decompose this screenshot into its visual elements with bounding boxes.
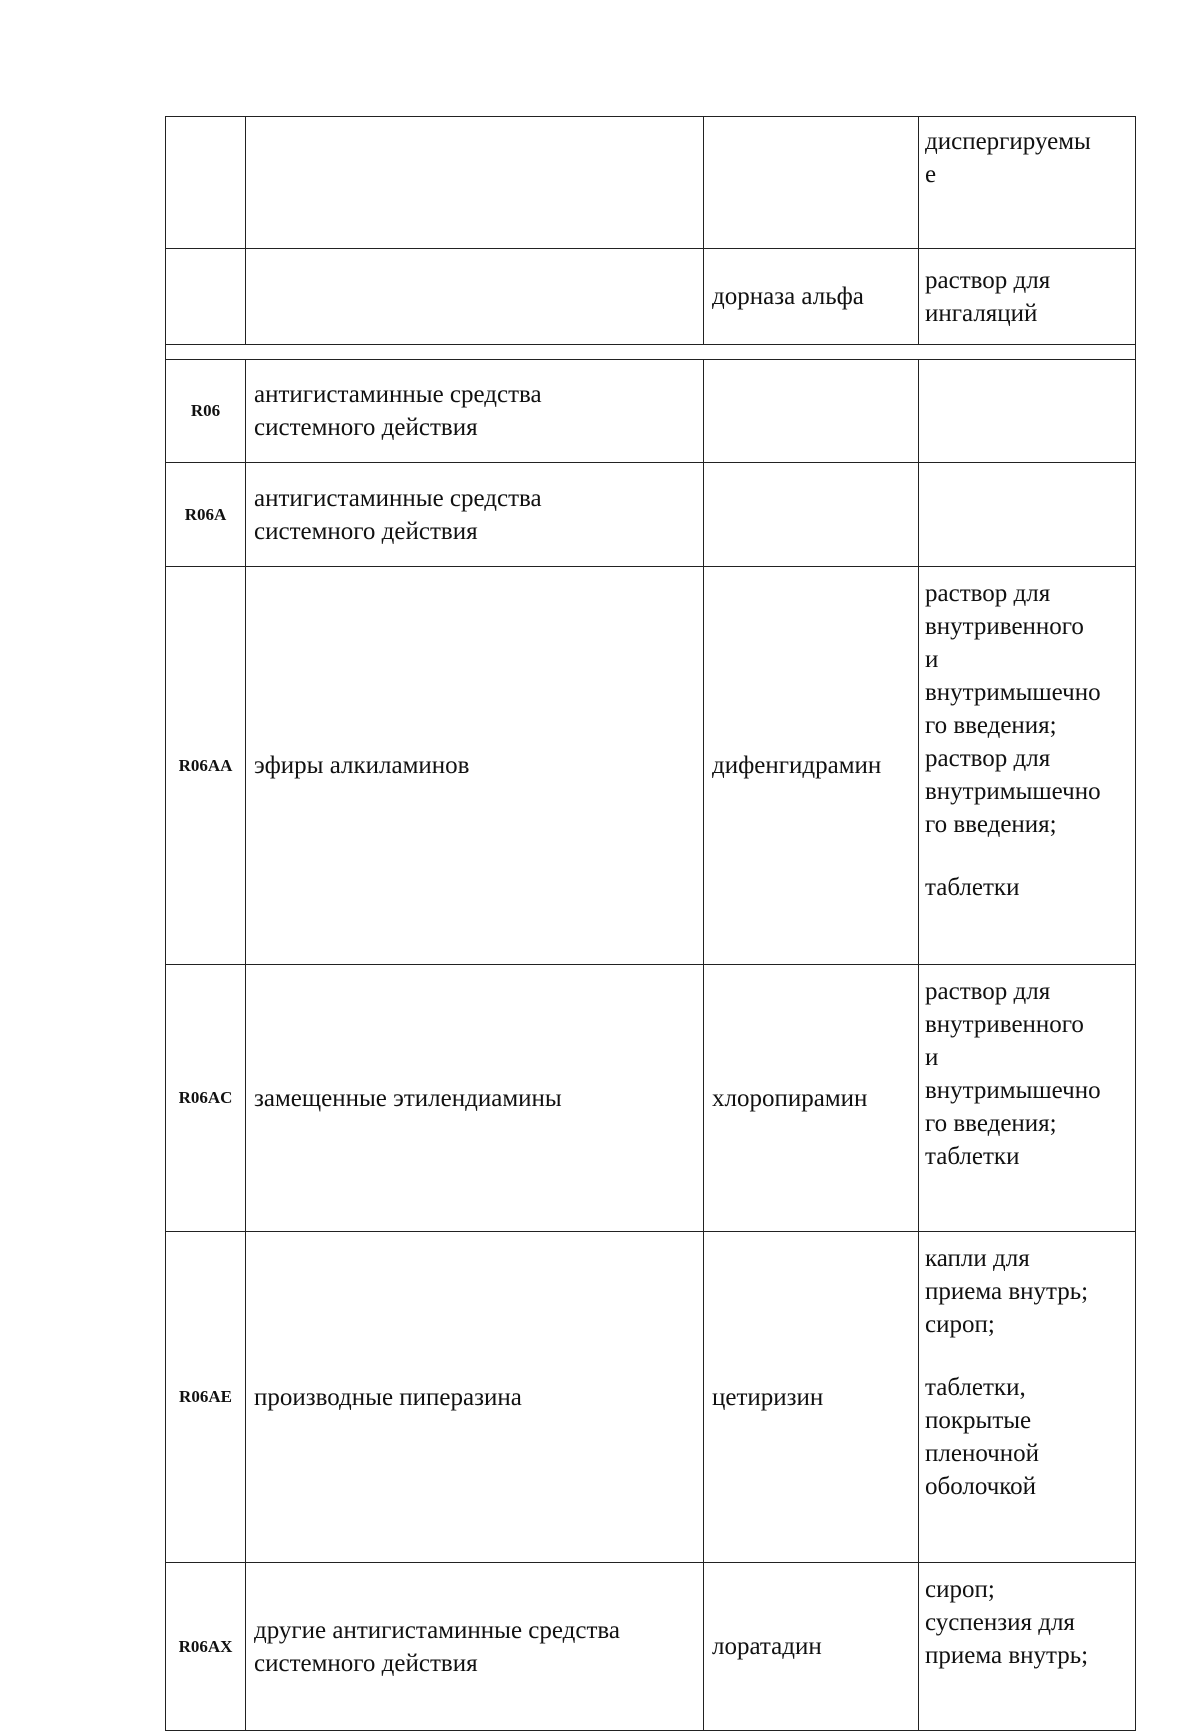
- dosage-form-line: раствор для: [925, 978, 1051, 1005]
- group-name-cell: [246, 360, 704, 463]
- drug-name-cell: [704, 463, 919, 567]
- group-name-line: другие антигистаминные средства: [254, 1616, 620, 1644]
- dosage-form-line: внутримышечно: [925, 1077, 1101, 1104]
- dosage-form-cell: [919, 249, 1136, 345]
- atc-code-cell: [166, 249, 246, 345]
- dosage-form-line: е: [925, 161, 937, 188]
- dosage-form-line: таблетки: [925, 874, 1020, 901]
- dosage-form-line: покрытые: [925, 1407, 1032, 1434]
- dosage-form-line: раствор для: [925, 266, 1051, 294]
- drug-classification-table: [165, 116, 1136, 1731]
- dosage-form-line: го введения;: [925, 1110, 1057, 1137]
- table-row: [166, 965, 1136, 1232]
- group-name-line: системного действия: [254, 1649, 478, 1677]
- dosage-form-cell: [919, 965, 1136, 1232]
- dosage-form-line: го введения;: [925, 811, 1057, 838]
- dosage-form-cell: [919, 567, 1136, 965]
- separator-row: [166, 345, 1136, 360]
- dosage-form-line: и: [925, 646, 939, 673]
- dosage-form-line: внутримышечно: [925, 778, 1101, 805]
- group-name-cell: эфиры алкиламинов: [246, 567, 704, 965]
- drug-name-cell: дифенгидрамин: [704, 567, 919, 965]
- dosage-form-line: раствор для: [925, 580, 1051, 607]
- group-name-line: системного действия: [254, 517, 478, 545]
- dosage-form-line: и: [925, 1044, 939, 1071]
- table-row: [166, 1563, 1136, 1731]
- dosage-form-line: таблетки,: [925, 1374, 1026, 1401]
- dosage-form-line: ингаляций: [925, 299, 1038, 327]
- dosage-form-line: приема внутрь;: [925, 1278, 1089, 1305]
- dosage-form-line: приема внутрь;: [925, 1642, 1089, 1669]
- drug-name-cell: дорназа альфа: [704, 249, 919, 345]
- group-name-line: антигистаминные средства: [254, 484, 542, 512]
- atc-code-cell: R06A: [166, 463, 246, 567]
- group-name-cell: [246, 117, 704, 249]
- table-row: [166, 249, 1136, 345]
- atc-code-cell: R06: [166, 360, 246, 463]
- atc-code-cell: [166, 117, 246, 249]
- table-row: [166, 360, 1136, 463]
- drug-name-cell: [704, 360, 919, 463]
- group-name-cell: [246, 463, 704, 567]
- dosage-form-line: капли для: [925, 1245, 1030, 1272]
- atc-code-cell: R06AA: [166, 567, 246, 965]
- table-row: [166, 1232, 1136, 1563]
- dosage-form-line: го введения;: [925, 712, 1057, 739]
- atc-code-cell: R06AX: [166, 1563, 246, 1731]
- dosage-form-line: пленочной: [925, 1440, 1040, 1467]
- group-name-line: системного действия: [254, 414, 478, 441]
- dosage-form-line: диспергируемы: [925, 128, 1091, 155]
- dosage-form-line: таблетки: [925, 1143, 1020, 1170]
- table-row: [166, 463, 1136, 567]
- dosage-form-line: сироп;: [925, 1576, 995, 1603]
- group-name-line: антигистаминные средства: [254, 381, 542, 408]
- atc-code-cell: R06AE: [166, 1232, 246, 1563]
- group-name-cell: [246, 249, 704, 345]
- separator-cell: [166, 345, 1136, 360]
- dosage-form-cell: [919, 360, 1136, 463]
- group-name-cell: [246, 1563, 704, 1731]
- dosage-form-line: внутривенного: [925, 1011, 1084, 1038]
- dosage-form-line: раствор для: [925, 745, 1051, 772]
- dosage-form-line: внутривенного: [925, 613, 1084, 640]
- dosage-form-spacer: [925, 841, 1129, 871]
- dosage-form-line: внутримышечно: [925, 679, 1101, 706]
- dosage-form-cell: [919, 1563, 1136, 1731]
- table-row: [166, 117, 1136, 249]
- dosage-form-spacer: [925, 1341, 1129, 1371]
- dosage-form-cell: [919, 1232, 1136, 1563]
- drug-name-cell: лоратадин: [704, 1563, 919, 1731]
- dosage-form-cell: [919, 463, 1136, 567]
- drug-name-cell: цетиризин: [704, 1232, 919, 1563]
- group-name-cell: производные пиперазина: [246, 1232, 704, 1563]
- dosage-form-cell: [919, 117, 1136, 249]
- dosage-form-line: сироп;: [925, 1311, 995, 1338]
- group-name-cell: замещенные этилендиамины: [246, 965, 704, 1232]
- dosage-form-line: оболочкой: [925, 1473, 1037, 1500]
- drug-name-cell: хлоропирамин: [704, 965, 919, 1232]
- drug-name-cell: [704, 117, 919, 249]
- atc-code-cell: R06AC: [166, 965, 246, 1232]
- table-row: [166, 567, 1136, 965]
- dosage-form-line: суспензия для: [925, 1609, 1075, 1636]
